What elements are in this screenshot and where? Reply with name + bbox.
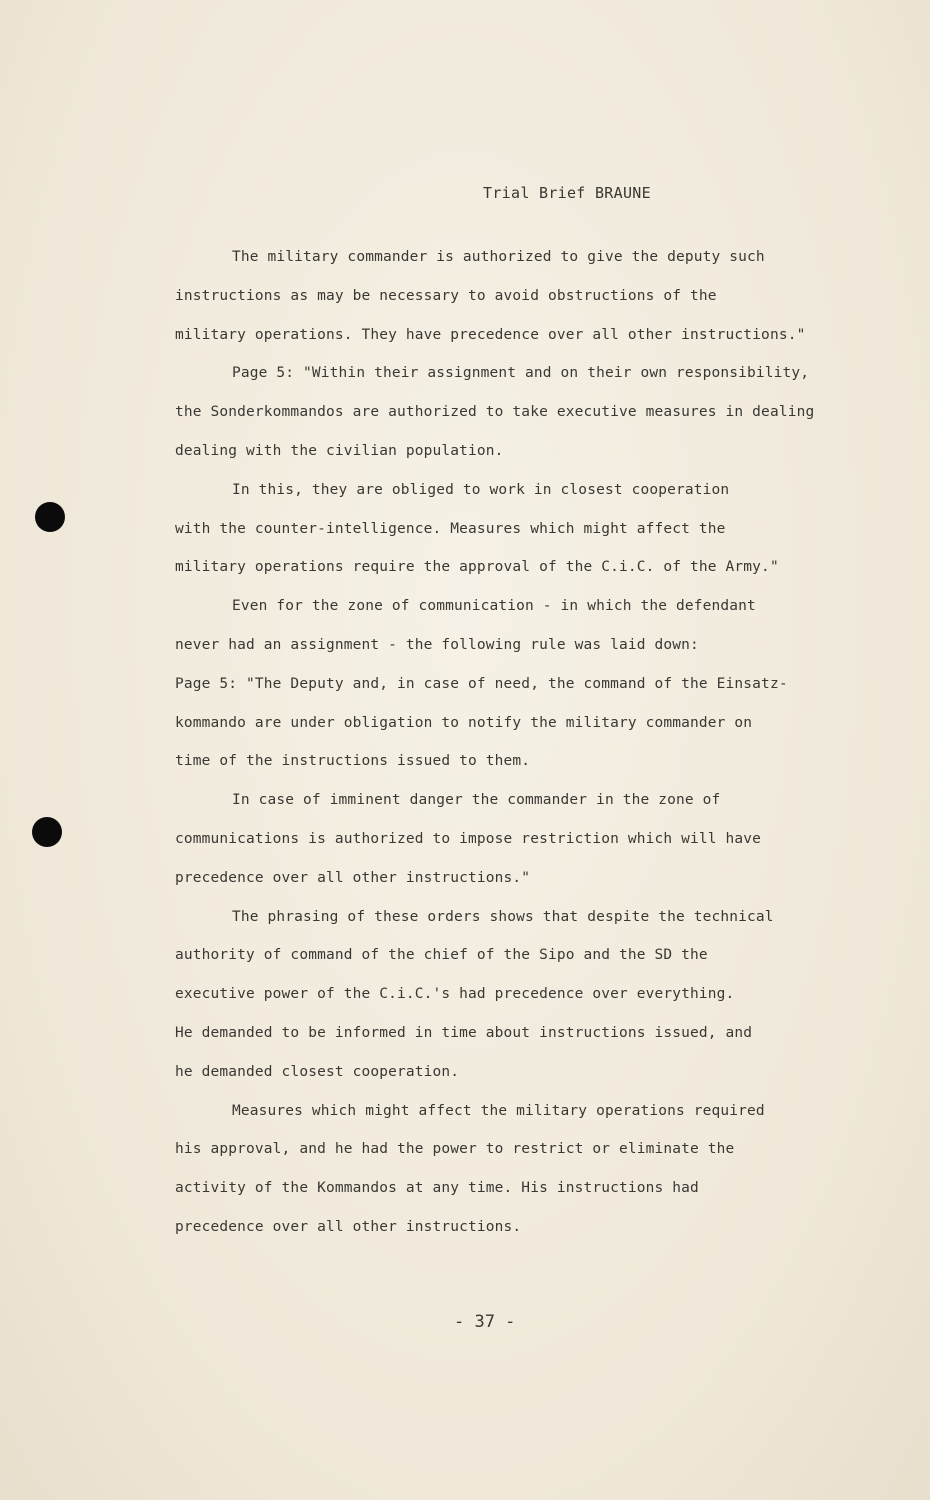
punch-hole-lower xyxy=(32,817,62,847)
text-line: with the counter-intelligence. Measures which might affect the xyxy=(175,520,726,537)
text-line: his approval, and he had the power to restrict or eliminate the xyxy=(175,1141,735,1158)
text-line: instructions as may be necessary to avoid obstructions of the xyxy=(175,287,717,304)
text-line: kommando are under obligation to notify the military commander on xyxy=(175,714,753,731)
text-line: never had an assignment - the following rule was laid down: xyxy=(175,636,699,653)
text-line: Measures which might affect the military operations required xyxy=(232,1102,765,1119)
body-text xyxy=(175,238,875,1247)
text-line: Page 5: "The Deputy and, in case of need, the command of the Einsatz- xyxy=(175,675,788,692)
page-header: Trial Brief BRAUNE xyxy=(483,184,651,202)
text-line: he demanded closest cooperation. xyxy=(175,1063,460,1080)
text-line: The phrasing of these orders shows that despite the technical xyxy=(232,908,774,925)
text-line: dealing with the civilian population. xyxy=(175,442,504,459)
text-line: communications is authorized to impose restriction which will have xyxy=(175,830,762,847)
text-line: time of the instructions issued to them. xyxy=(175,753,531,770)
page-number: - 37 - xyxy=(454,1312,516,1332)
text-line: In case of imminent danger the commander in the zone of xyxy=(232,792,721,809)
text-line: The military commander is authorized to give the deputy such xyxy=(232,249,765,265)
text-line: the Sonderkommandos are authorized to take executive measures in dealing xyxy=(175,404,815,421)
text-line: activity of the Kommandos at any time. His instructions had xyxy=(175,1180,699,1197)
text-line: authority of command of the chief of the Sipo and the SD the xyxy=(175,947,708,964)
text-line: military operations. They have precedence over all other instructions." xyxy=(175,326,806,343)
text-line: Even for the zone of communication - in which the defendant xyxy=(232,598,756,615)
text-line: precedence over all other instructions." xyxy=(175,869,531,886)
text-line: Page 5: "Within their assignment and on their own responsibility, xyxy=(232,365,810,382)
text-line: precedence over all other instructions. xyxy=(175,1218,522,1235)
text-line: executive power of the C.i.C.'s had precedence over everything. xyxy=(175,986,735,1003)
punch-hole-upper xyxy=(35,502,65,532)
text-line: military operations require the approval of the C.i.C. of the Army." xyxy=(175,559,779,576)
text-line: He demanded to be informed in time about instructions issued, and xyxy=(175,1024,753,1041)
text-line: In this, they are obliged to work in closest cooperation xyxy=(232,481,730,498)
